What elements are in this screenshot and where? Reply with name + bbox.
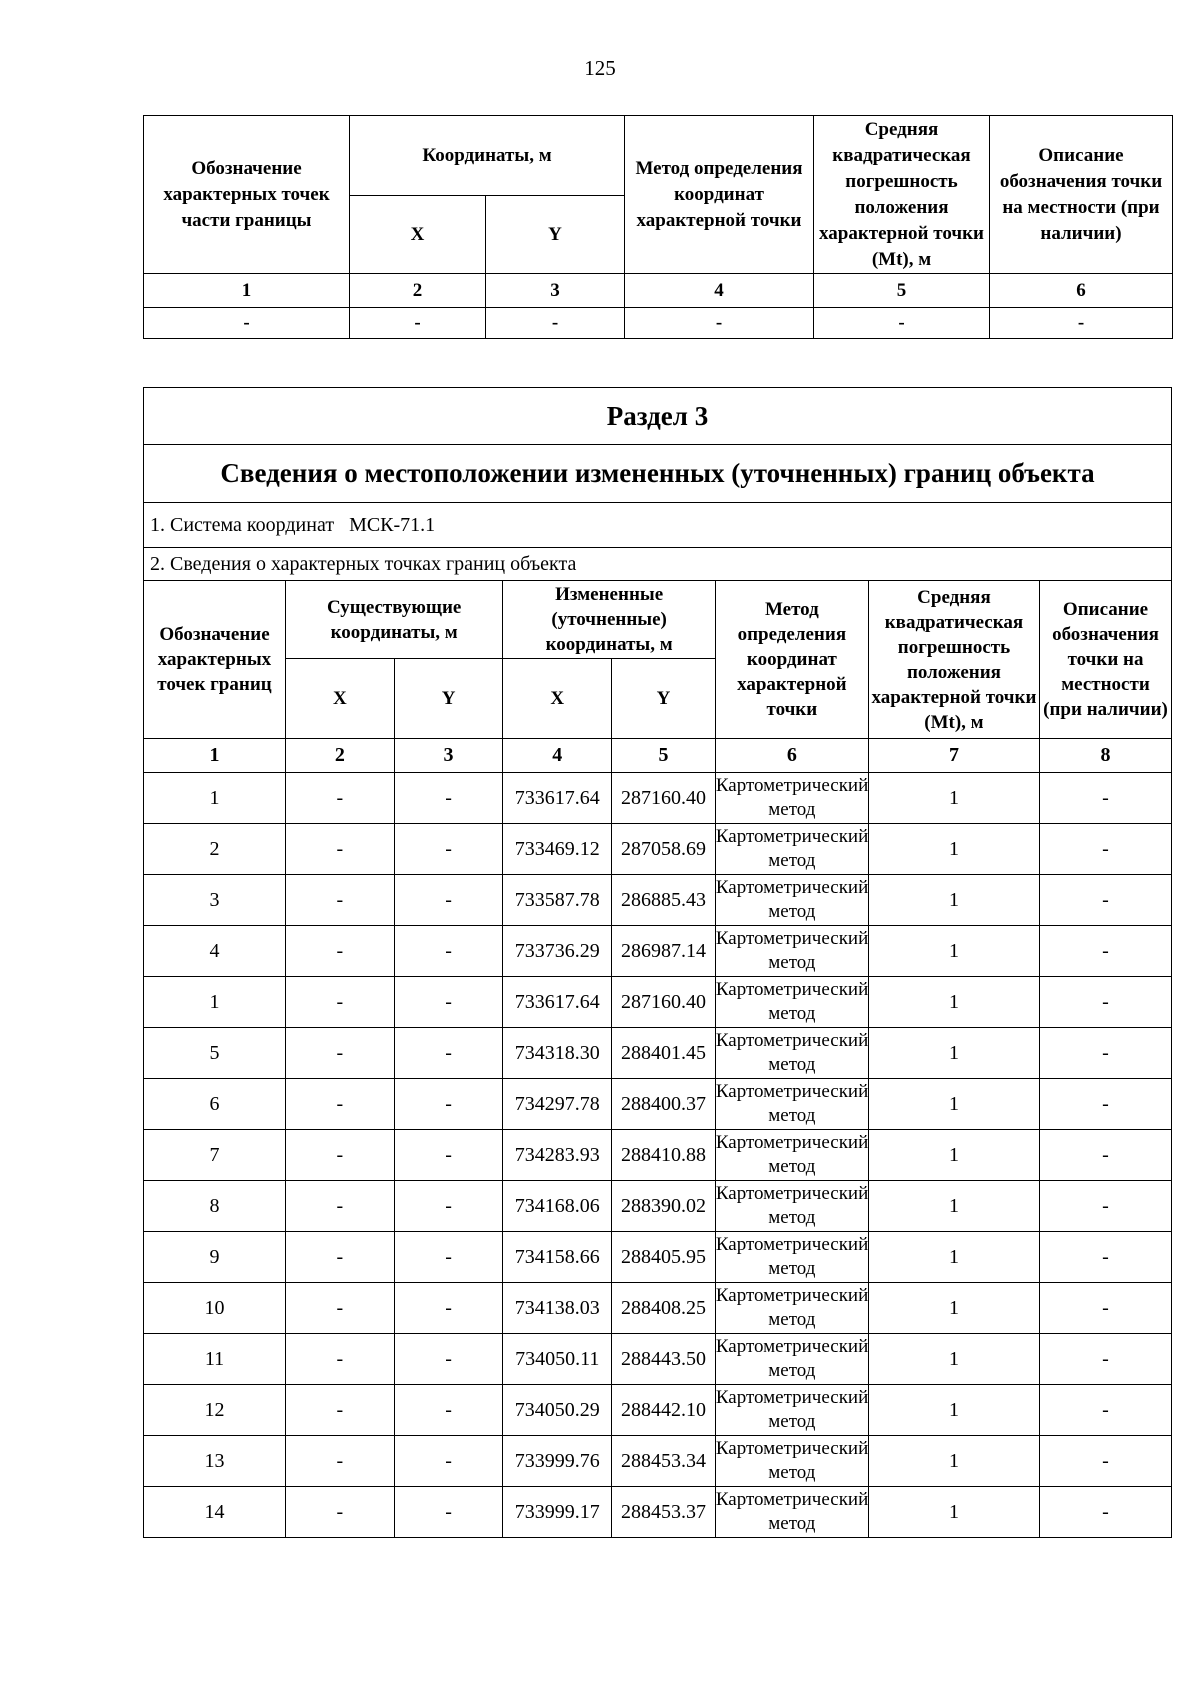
changed-x-cell: 734158.66 [503,1232,612,1283]
method-cell: Картометрический метод [715,926,868,977]
existing-x-cell: - [285,1283,394,1334]
changed-x-cell: 733736.29 [503,926,612,977]
changed-y-cell: 288442.10 [612,1385,716,1436]
existing-x-cell: - [285,1079,394,1130]
table-row [144,926,1172,977]
changed-y-cell: 288453.37 [612,1487,716,1538]
description-cell: - [1040,1385,1172,1436]
table-row [144,1334,1172,1385]
existing-y-cell: - [394,1385,503,1436]
changed-y-cell: 288408.25 [612,1283,716,1334]
changed-y-cell: 288400.37 [612,1079,716,1130]
method-cell: Картометрический метод [715,977,868,1028]
point-designation-cell: 1 [144,773,286,824]
method-cell: Картометрический метод [715,1232,868,1283]
header-description: Описание обозначения точки на местности (при наличии) [1040,581,1172,739]
mean-error-cell: 1 [868,773,1039,824]
method-cell: Картометрический метод [715,1028,868,1079]
existing-y-cell: - [394,773,503,824]
empty-cell: - [350,308,486,339]
column-number: 2 [285,739,394,773]
point-designation-cell: 13 [144,1436,286,1487]
header-point-designation: Обозначение характерных точек границ [144,581,286,739]
point-designation-cell: 1 [144,977,286,1028]
changed-y-cell: 288401.45 [612,1028,716,1079]
header-x: X [350,196,486,274]
changed-y-cell: 288405.95 [612,1232,716,1283]
mean-error-cell: 1 [868,977,1039,1028]
existing-x-cell: - [285,1028,394,1079]
mean-error-cell: 1 [868,1436,1039,1487]
existing-x-cell: - [285,1334,394,1385]
existing-y-cell: - [394,1334,503,1385]
point-designation-cell: 4 [144,926,286,977]
existing-x-cell: - [285,1232,394,1283]
changed-x-cell: 734050.29 [503,1385,612,1436]
method-cell: Картометрический метод [715,824,868,875]
partial-boundary-points-table [143,115,1173,339]
changed-y-cell: 288443.50 [612,1334,716,1385]
existing-x-cell: - [285,1181,394,1232]
point-designation-cell: 11 [144,1334,286,1385]
point-designation-cell: 6 [144,1079,286,1130]
existing-y-cell: - [394,1232,503,1283]
header-point-designation: Обозначение характерных точек части границы [144,116,350,274]
existing-x-cell: - [285,1436,394,1487]
description-cell: - [1040,1232,1172,1283]
mean-error-cell: 1 [868,1028,1039,1079]
mean-error-cell: 1 [868,1181,1039,1232]
changed-x-cell: 734283.93 [503,1130,612,1181]
description-cell: - [1040,1079,1172,1130]
table-row [144,773,1172,824]
point-designation-cell: 14 [144,1487,286,1538]
changed-x-cell: 734050.11 [503,1334,612,1385]
changed-x-cell: 733999.17 [503,1487,612,1538]
existing-x-cell: - [285,977,394,1028]
existing-y-cell: - [394,926,503,977]
table-row [144,824,1172,875]
header-mean-error: Средняя квадратическая погрешность положения характерной точки (Mt), м [868,581,1039,739]
coordinate-system-line [144,503,1172,548]
header-coordinates: Координаты, м [350,116,625,196]
mean-error-cell: 1 [868,1130,1039,1181]
method-cell: Картометрический метод [715,1181,868,1232]
existing-y-cell: - [394,977,503,1028]
method-cell: Картометрический метод [715,875,868,926]
description-cell: - [1040,977,1172,1028]
column-number: 3 [394,739,503,773]
changed-x-cell: 734138.03 [503,1283,612,1334]
method-cell: Картометрический метод [715,773,868,824]
description-cell: - [1040,1436,1172,1487]
changed-x-cell: 734318.30 [503,1028,612,1079]
changed-x-cell: 733469.12 [503,824,612,875]
changed-x-cell: 733617.64 [503,773,612,824]
existing-x-cell: - [285,875,394,926]
table-row [144,875,1172,926]
header-y: Y [486,196,625,274]
existing-x-cell: - [285,773,394,824]
description-cell: - [1040,773,1172,824]
mean-error-cell: 1 [868,875,1039,926]
header-changed-y: Y [612,659,716,739]
mean-error-cell: 1 [868,1487,1039,1538]
section-subtitle: Сведения о местоположении измененных (уточненных) границ объекта [144,445,1172,503]
column-number: 3 [486,274,625,308]
method-cell: Картометрический метод [715,1385,868,1436]
existing-y-cell: - [394,875,503,926]
table-row [144,308,1173,339]
changed-y-cell: 288410.88 [612,1130,716,1181]
table-row [144,1283,1172,1334]
header-mean-error: Средняя квадратическая погрешность положения характерной точки (Mt), м [814,116,990,274]
table-row [144,1130,1172,1181]
existing-y-cell: - [394,824,503,875]
header-changed-coordinates: Измененные (уточненные) координаты, м [503,581,715,659]
table-row [144,1487,1172,1538]
mean-error-cell: 1 [868,824,1039,875]
changed-y-cell: 288453.34 [612,1436,716,1487]
description-cell: - [1040,824,1172,875]
point-designation-cell: 5 [144,1028,286,1079]
description-cell: - [1040,1130,1172,1181]
description-cell: - [1040,1181,1172,1232]
point-designation-cell: 7 [144,1130,286,1181]
column-number: 8 [1040,739,1172,773]
changed-x-cell: 734297.78 [503,1079,612,1130]
header-existing-y: Y [394,659,503,739]
existing-x-cell: - [285,824,394,875]
description-cell: - [1040,926,1172,977]
header-existing-x: X [285,659,394,739]
mean-error-cell: 1 [868,1283,1039,1334]
method-cell: Картометрический метод [715,1079,868,1130]
existing-y-cell: - [394,1130,503,1181]
description-cell: - [1040,1028,1172,1079]
changed-y-cell: 287160.40 [612,773,716,824]
section-3-table [143,387,1172,1538]
method-cell: Картометрический метод [715,1436,868,1487]
empty-cell: - [814,308,990,339]
existing-y-cell: - [394,1028,503,1079]
existing-y-cell: - [394,1436,503,1487]
points-info-line: 2. Сведения о характерных точках границ объекта [144,548,1172,581]
empty-cell: - [625,308,814,339]
table-row [144,1079,1172,1130]
mean-error-cell: 1 [868,926,1039,977]
section-title: Раздел 3 [144,388,1172,445]
changed-x-cell: 733999.76 [503,1436,612,1487]
column-number-row [144,739,1172,773]
column-number: 4 [625,274,814,308]
point-designation-cell: 3 [144,875,286,926]
existing-x-cell: - [285,1487,394,1538]
description-cell: - [1040,1487,1172,1538]
column-number-row [144,274,1173,308]
existing-x-cell: - [285,926,394,977]
point-designation-cell: 2 [144,824,286,875]
table-row [144,977,1172,1028]
table-row [144,1232,1172,1283]
column-number: 1 [144,274,350,308]
method-cell: Картометрический метод [715,1130,868,1181]
column-number: 6 [990,274,1173,308]
changed-x-cell: 734168.06 [503,1181,612,1232]
existing-y-cell: - [394,1487,503,1538]
existing-y-cell: - [394,1283,503,1334]
column-number: 1 [144,739,286,773]
point-designation-cell: 10 [144,1283,286,1334]
column-number: 2 [350,274,486,308]
existing-y-cell: - [394,1079,503,1130]
point-designation-cell: 8 [144,1181,286,1232]
column-number: 5 [612,739,716,773]
changed-y-cell: 288390.02 [612,1181,716,1232]
header-method: Метод определения координат характерной точки [625,116,814,274]
header-changed-x: X [503,659,612,739]
method-cell: Картометрический метод [715,1334,868,1385]
mean-error-cell: 1 [868,1385,1039,1436]
changed-x-cell: 733617.64 [503,977,612,1028]
empty-cell: - [144,308,350,339]
column-number: 5 [814,274,990,308]
changed-x-cell: 733587.78 [503,875,612,926]
description-cell: - [1040,1283,1172,1334]
header-method: Метод определения координат характерной точки [715,581,868,739]
empty-cell: - [990,308,1173,339]
table-row [144,1028,1172,1079]
empty-cell: - [486,308,625,339]
description-cell: - [1040,1334,1172,1385]
table-row [144,1385,1172,1436]
existing-y-cell: - [394,1181,503,1232]
method-cell: Картометрический метод [715,1487,868,1538]
table-row [144,1181,1172,1232]
header-description: Описание обозначения точки на местности (при наличии) [990,116,1173,274]
coordinate-system-label: 1. Система координат [150,513,335,536]
existing-x-cell: - [285,1130,394,1181]
point-designation-cell: 9 [144,1232,286,1283]
changed-y-cell: 286987.14 [612,926,716,977]
mean-error-cell: 1 [868,1232,1039,1283]
column-number: 7 [868,739,1039,773]
existing-x-cell: - [285,1385,394,1436]
coordinate-system-value: МСК-71.1 [349,513,436,536]
mean-error-cell: 1 [868,1079,1039,1130]
mean-error-cell: 1 [868,1334,1039,1385]
header-existing-coordinates: Существующие координаты, м [285,581,502,659]
changed-y-cell: 287160.40 [612,977,716,1028]
changed-y-cell: 286885.43 [612,875,716,926]
column-number: 4 [503,739,612,773]
boundary-points-body [144,773,1172,1538]
changed-y-cell: 287058.69 [612,824,716,875]
description-cell: - [1040,875,1172,926]
column-number: 6 [715,739,868,773]
point-designation-cell: 12 [144,1385,286,1436]
page-number: 125 [584,56,616,80]
method-cell: Картометрический метод [715,1283,868,1334]
table-row [144,1436,1172,1487]
